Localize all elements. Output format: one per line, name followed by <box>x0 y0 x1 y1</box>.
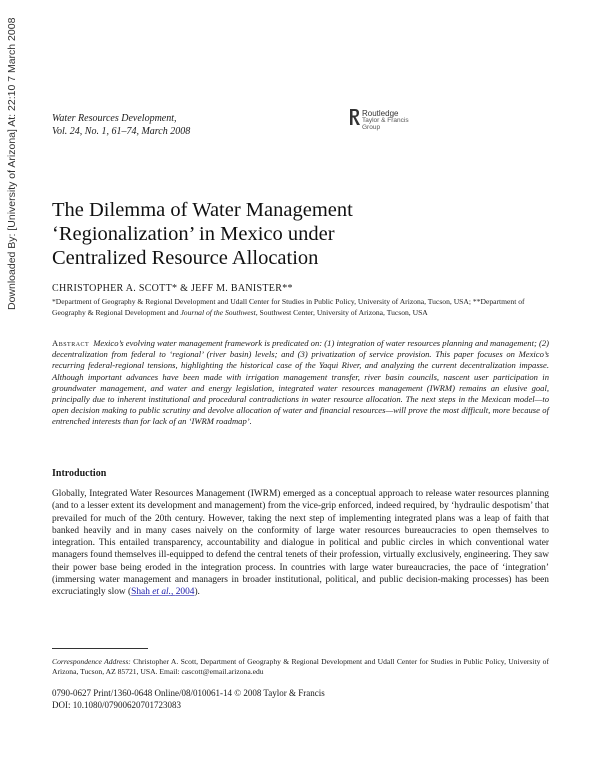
introduction-heading: Introduction <box>52 468 107 479</box>
abstract-text: Mexico’s evolving water management framework is predicated on: (1) integration of water resources planning and management; (2) decentralization from federal to ‘regional’ (river basin) levels; and (3) privatization of service provision. This paper focuses on Mexico’s recurring federal-regional tensions, highlighting the historical case of the Yaqui River, and analyzing the current decentralization impasse. Although important advances have been made with irrigation management transfer, river basin councils, nascent user participation in groundwater management, and water and energy legislation, integrated water resources management (IWRM) remains an elusive goal, principally due to inherent institutional and procedural contradictions in water resource allocation. The next steps in the Mexican model—to open decision making to public scrutiny and devolve allocation of water and financial resources—will prove the most difficult, more because of entrenched interests than for lack of an ‘IWRM roadmap’. <box>52 338 549 427</box>
citation-link-shah[interactable]: Shah et al., 2004 <box>131 587 195 598</box>
introduction-body <box>52 488 549 599</box>
title-line-2: ‘Regionalization’ in Mexico under <box>52 223 335 245</box>
publisher-name: Routledge <box>362 109 399 118</box>
abstract-label: Abstract <box>52 338 90 348</box>
journal-citation <box>52 112 190 138</box>
correspondence-text: Christopher A. Scott, Department of Geography & Regional Development and Udall Center for Studies in Public Policy, University of Arizona, Tucson, AZ 85721, USA. Email: cascott@email.arizona.edu <box>52 657 550 676</box>
routledge-r-icon <box>349 108 361 126</box>
authors: CHRISTOPHER A. SCOTT* & JEFF M. BANISTER** <box>52 283 293 294</box>
journal-volume: Vol. 24, No. 1, 61–74, March 2008 <box>52 126 191 137</box>
affiliation-journal: Journal of the Southwest <box>180 307 256 317</box>
citation-name: Shah <box>131 587 150 598</box>
publisher-tagline: Taylor & Francis Group <box>362 117 409 131</box>
introduction-paragraph: Globally, Integrated Water Resources Management (IWRM) emerged as a conceptual approach to release water resources planning (and to a lesser extent its development and management) from the vice-grip enforced, indeed required, by ‘hydraulic despotism’ that prevailed for much of the 20th century. However, taking the next step of implementing integrated plans was a leap of faith that banked heavily and in many cases naively on the conformity of large water resources bureaucracies to open themselves to integration. This entailed transparency, accountability and dialogue in political and public circles in which conventional water managers found themselves ill-equipped to defend the central tenets of their profession, virtually exclusively, engineering. They saw their power base being eroded in the integration process. In countries with large water bureaucracies, the pace of ‘integration’ (immersing water management and managers in broader institutional, political, and public decision-making processes) has been excruciatingly slow ( <box>52 489 549 598</box>
correspondence-address <box>52 657 549 677</box>
publisher-logo <box>349 108 411 130</box>
title-line-1: The Dilemma of Water Management <box>52 199 353 221</box>
citation-year: 2004 <box>175 587 195 598</box>
title-line-3: Centralized Resource Allocation <box>52 247 319 269</box>
issn-line: 0790-0627 Print/1360-0648 Online/08/010061-14 © 2008 Taylor & Francis <box>52 688 325 698</box>
citation-etal: et al. <box>152 587 171 598</box>
article-title <box>52 198 492 270</box>
correspondence-label: Correspondence Address: <box>52 657 131 666</box>
footnote-divider <box>52 648 148 649</box>
introduction-paragraph-end: ). <box>194 587 200 598</box>
affiliation-part-1: *Department of Geography & Regional Development and Udall Center for Studies in Public Policy, University of Arizona, Tucson, USA; **Department of Geography & Regional Development and <box>52 297 525 317</box>
journal-name: Water Resources Development, <box>52 113 177 124</box>
abstract <box>52 338 549 428</box>
affiliations <box>52 297 547 318</box>
download-note: Downloaded By: [University of Arizona] At: 22:10 7 March 2008 <box>6 17 18 310</box>
doi-line: DOI: 10.1080/07900620701723083 <box>52 700 181 710</box>
download-watermark <box>2 17 20 320</box>
affiliation-part-2: , Southwest Center, University of Arizona, Tucson, USA <box>255 307 428 317</box>
